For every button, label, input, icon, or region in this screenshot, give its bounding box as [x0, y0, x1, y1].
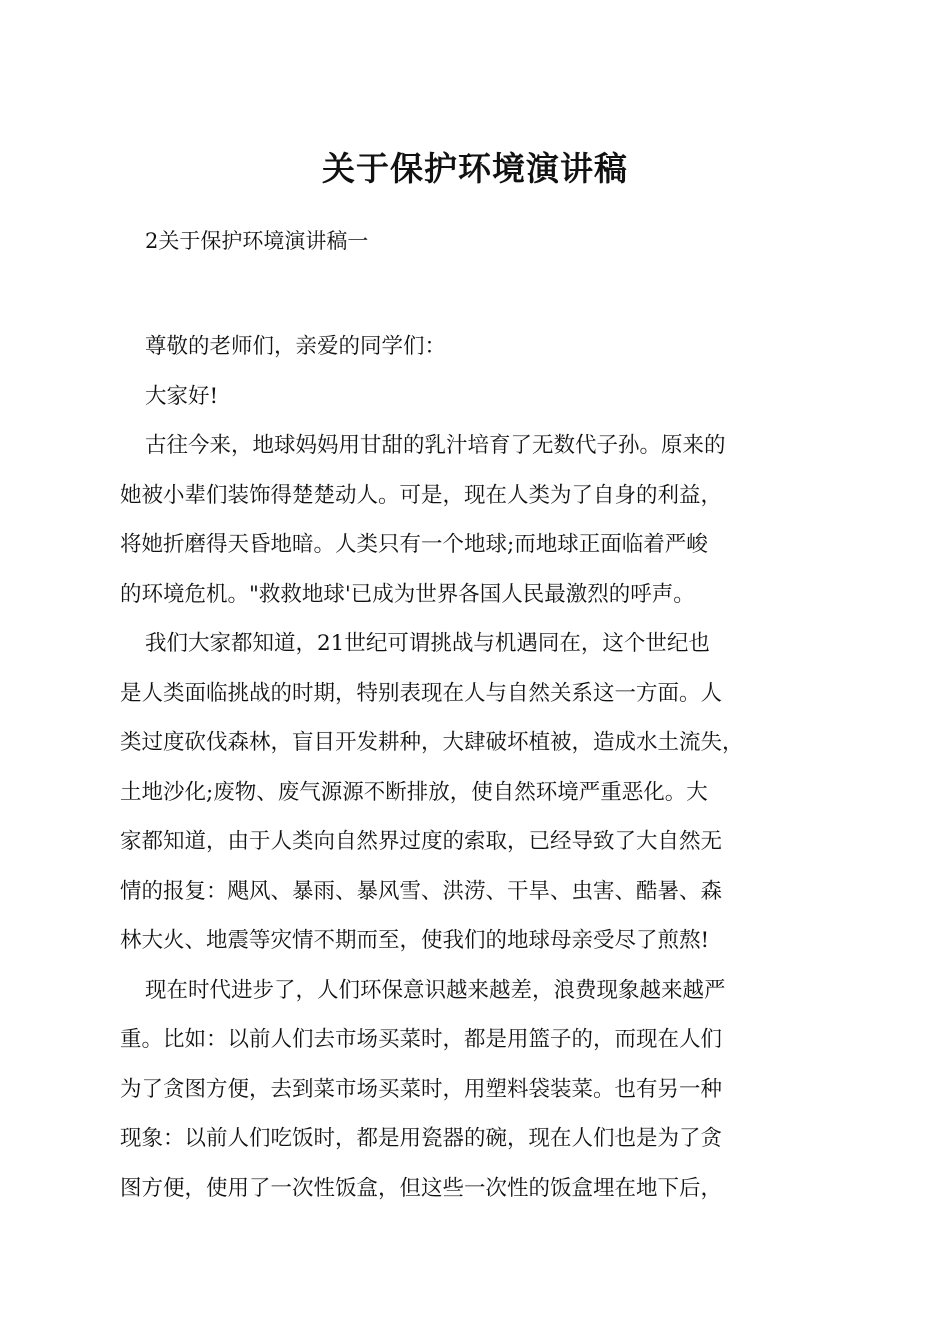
body-line: 为了贪图方便，去到菜市场买菜时，用塑料袋装菜。也有另一种: [120, 1076, 723, 1102]
body-line: 我们大家都知道，21世纪可谓挑战与机遇同在，这个世纪也: [145, 631, 710, 656]
body-line: 类过度砍伐森林，盲目开发耕种，大肆破坏植被，造成水土流失，: [120, 730, 744, 755]
body-line: 尊敬的老师们，亲爱的同学们：: [145, 334, 447, 359]
body-line: 大家好!: [145, 383, 219, 409]
body-line: 将她折磨得天昏地暗。人类只有一个地球;而地球正面临着严峻: [120, 532, 708, 557]
body-line: 古往今来，地球妈妈用甘甜的乳汁培育了无数代子孙。原来的: [145, 433, 726, 458]
body-line: 现在时代进步了，人们环保意识越来越差，浪费现象越来越严: [145, 977, 726, 1003]
document-subtitle: 2关于保护环境演讲稿一: [145, 229, 369, 253]
body-line: 她被小辈们装饰得楚楚动人。可是，现在人类为了自身的利益，: [120, 482, 723, 508]
body-line: 重。比如：以前人们去市场买菜时，都是用篮子的，而现在人们: [120, 1027, 723, 1052]
body-line: 林大火、地震等灾情不期而至，使我们的地球母亲受尽了煎熬!: [120, 928, 710, 953]
document-body: [120, 322, 835, 1213]
body-line: 土地沙化;废物、废气源源不断排放，使自然环境严重恶化。大: [120, 779, 708, 805]
body-line: 图方便，使用了一次性饭盒，但这些一次性的饭盒埋在地下后，: [120, 1175, 723, 1201]
body-line: 是人类面临挑战的时期，特别表现在人与自然关系这一方面。人: [120, 680, 723, 706]
body-line: 的环境危机。"救救地球'已成为世界各国人民最激烈的呼声。: [120, 581, 695, 607]
body-line: 家都知道，由于人类向自然界过度的索取，已经导致了大自然无: [120, 829, 723, 854]
body-line: 情的报复：飓风、暴雨、暴风雪、洪涝、干旱、虫害、酷暑、森: [120, 878, 723, 904]
body-line: 现象：以前人们吃饭时，都是用瓷器的碗，现在人们也是为了贪: [120, 1126, 723, 1151]
document-title: 关于保护环境演讲稿: [322, 149, 628, 188]
